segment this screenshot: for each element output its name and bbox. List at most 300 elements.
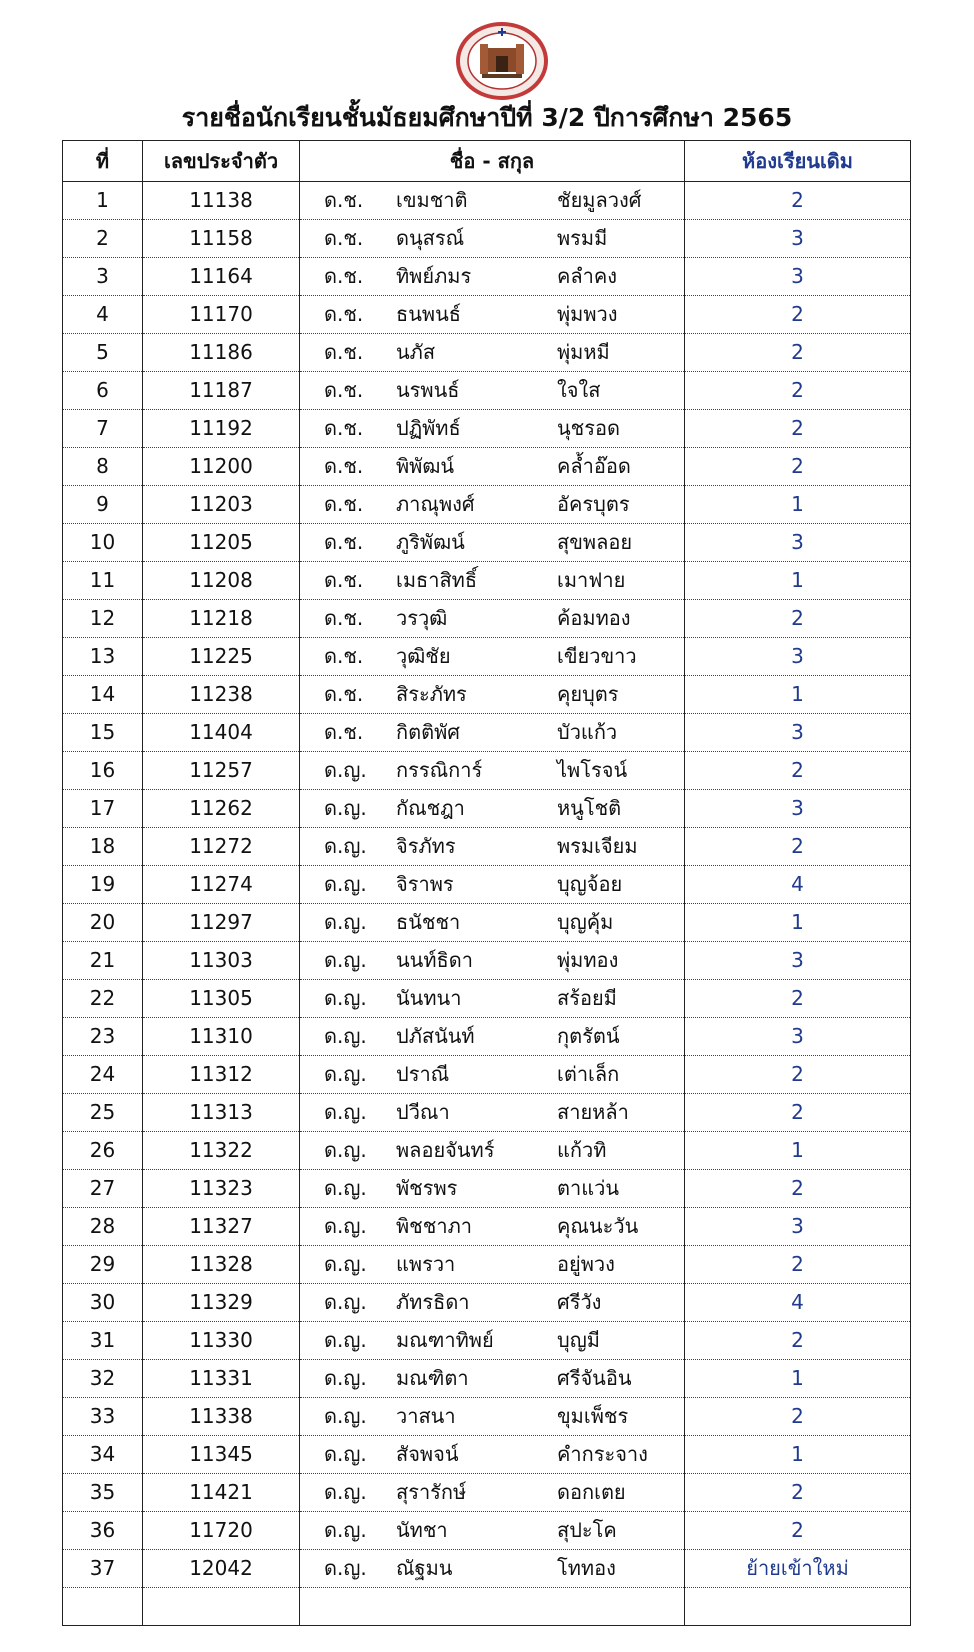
student-name-cell <box>300 638 685 676</box>
last-name: สายหล้า <box>557 1100 629 1124</box>
student-name-cell <box>300 1550 685 1588</box>
last-name: บัวแก้ว <box>557 720 618 744</box>
student-name-cell <box>300 410 685 448</box>
name-prefix: ด.ช. <box>324 606 364 630</box>
table-row <box>63 258 911 296</box>
student-name-cell <box>300 220 685 258</box>
last-name: บุญมี <box>557 1328 600 1352</box>
first-name: ดนุสรณ์ <box>396 226 465 250</box>
first-name: ภัทรธิดา <box>396 1290 470 1314</box>
row-number: 19 <box>63 866 143 904</box>
student-id: 11327 <box>143 1208 300 1246</box>
former-room: 2 <box>685 828 911 866</box>
row-number: 6 <box>63 372 143 410</box>
name-prefix: ด.ช. <box>324 226 364 250</box>
student-name-cell <box>300 524 685 562</box>
student-name-cell <box>300 296 685 334</box>
first-name: นรพนธ์ <box>396 378 460 402</box>
first-name: พิพัฒน์ <box>396 454 455 478</box>
former-room: 2 <box>685 372 911 410</box>
name-prefix: ด.ญ. <box>324 986 367 1010</box>
student-name-cell <box>300 980 685 1018</box>
student-id: 11274 <box>143 866 300 904</box>
table-row <box>63 1208 911 1246</box>
table-row <box>63 296 911 334</box>
name-prefix: ด.ช. <box>324 454 364 478</box>
name-prefix: ด.ญ. <box>324 1138 367 1162</box>
first-name: จิรภัทร <box>396 834 456 858</box>
former-room: 3 <box>685 1208 911 1246</box>
row-number: 23 <box>63 1018 143 1056</box>
last-name: พุ่มพวง <box>557 302 618 326</box>
last-name: โททอง <box>557 1556 616 1580</box>
former-room: 2 <box>685 410 911 448</box>
name-prefix: ด.ช. <box>324 378 364 402</box>
first-name: นันทนา <box>396 986 462 1010</box>
last-name: บุญคุ้ม <box>557 910 614 934</box>
former-room: 2 <box>685 448 911 486</box>
first-name: สัจพจน์ <box>396 1442 459 1466</box>
last-name: ขุมเพ็ชร <box>557 1404 629 1428</box>
table-row <box>63 1132 911 1170</box>
former-room: 1 <box>685 1360 911 1398</box>
row-number: 16 <box>63 752 143 790</box>
roster-body <box>63 182 911 1626</box>
name-prefix: ด.ญ. <box>324 796 367 820</box>
student-id: 12042 <box>143 1550 300 1588</box>
student-name-cell <box>300 1132 685 1170</box>
table-row <box>63 1360 911 1398</box>
row-number: 28 <box>63 1208 143 1246</box>
table-row <box>63 372 911 410</box>
student-name-cell <box>300 1512 685 1550</box>
last-name: พรมมี <box>557 226 608 250</box>
student-id: 11345 <box>143 1436 300 1474</box>
last-name: ชัยมูลวงศ์ <box>557 188 642 212</box>
student-name-cell <box>300 182 685 220</box>
student-id: 11305 <box>143 980 300 1018</box>
former-room: 2 <box>685 1512 911 1550</box>
row-number: 20 <box>63 904 143 942</box>
last-name: กุตรัตน์ <box>557 1024 620 1048</box>
name-prefix: ด.ช. <box>324 682 364 706</box>
former-room: 1 <box>685 676 911 714</box>
name-prefix: ด.ช. <box>324 568 364 592</box>
name-prefix: ด.ช. <box>324 644 364 668</box>
student-name-cell <box>300 1018 685 1056</box>
name-prefix: ด.ช. <box>324 492 364 516</box>
last-name: คุยบุตร <box>557 682 619 706</box>
student-id: 11262 <box>143 790 300 828</box>
last-name: ศรีวัง <box>557 1290 602 1314</box>
name-prefix: ด.ญ. <box>324 1442 367 1466</box>
student-id: 11310 <box>143 1018 300 1056</box>
table-row <box>63 1436 911 1474</box>
last-name: คลำคง <box>557 264 618 288</box>
former-room: 2 <box>685 1246 911 1284</box>
student-name-cell <box>300 1170 685 1208</box>
student-id: 11138 <box>143 182 300 220</box>
table-row <box>63 828 911 866</box>
table-row <box>63 1588 911 1626</box>
student-name-cell <box>300 258 685 296</box>
first-name: กิตติพัศ <box>396 720 460 744</box>
student-name-cell <box>300 1588 685 1626</box>
name-prefix: ด.ช. <box>324 530 364 554</box>
former-room: 3 <box>685 220 911 258</box>
former-room: 3 <box>685 790 911 828</box>
row-number: 31 <box>63 1322 143 1360</box>
student-id: 11312 <box>143 1056 300 1094</box>
row-number: 11 <box>63 562 143 600</box>
name-prefix: ด.ญ. <box>324 1480 367 1504</box>
student-name-cell <box>300 1056 685 1094</box>
student-name-cell <box>300 1284 685 1322</box>
table-row <box>63 600 911 638</box>
table-row <box>63 714 911 752</box>
first-name: จิราพร <box>396 872 454 896</box>
student-name-cell <box>300 676 685 714</box>
table-row <box>63 220 911 258</box>
former-room: 1 <box>685 1132 911 1170</box>
table-row <box>63 790 911 828</box>
student-name-cell <box>300 1094 685 1132</box>
name-prefix: ด.ช. <box>324 340 364 364</box>
name-prefix: ด.ญ. <box>324 1252 367 1276</box>
last-name: อยู่พวง <box>557 1252 615 1276</box>
first-name: สิระภัทร <box>396 682 467 706</box>
table-row <box>63 1284 911 1322</box>
last-name: สุปะโค <box>557 1518 617 1542</box>
last-name: สร้อยมี <box>557 986 617 1010</box>
row-number: 1 <box>63 182 143 220</box>
first-name: พลอยจันทร์ <box>396 1138 495 1162</box>
table-row <box>63 1322 911 1360</box>
former-room: 2 <box>685 1170 911 1208</box>
last-name: บุญจ้อย <box>557 872 623 896</box>
student-id: 11164 <box>143 258 300 296</box>
header-name: ชื่อ - สกุล <box>300 141 685 182</box>
last-name: ดอกเตย <box>557 1480 626 1504</box>
row-number <box>63 1588 143 1626</box>
table-row <box>63 942 911 980</box>
student-name-cell <box>300 600 685 638</box>
row-number: 29 <box>63 1246 143 1284</box>
former-room: 3 <box>685 942 911 980</box>
row-number: 15 <box>63 714 143 752</box>
former-room: 2 <box>685 1398 911 1436</box>
table-row <box>63 1550 911 1588</box>
student-id: 11192 <box>143 410 300 448</box>
student-id: 11187 <box>143 372 300 410</box>
former-room: 2 <box>685 1056 911 1094</box>
table-row <box>63 1018 911 1056</box>
former-room: 3 <box>685 258 911 296</box>
last-name: แก้วทิ <box>557 1138 607 1162</box>
former-room: 1 <box>685 904 911 942</box>
row-number: 8 <box>63 448 143 486</box>
last-name: อัครบุตร <box>557 492 630 516</box>
student-name-cell <box>300 1436 685 1474</box>
student-name-cell <box>300 866 685 904</box>
student-id: 11297 <box>143 904 300 942</box>
row-number: 18 <box>63 828 143 866</box>
student-id: 11218 <box>143 600 300 638</box>
first-name: นภัส <box>396 340 436 364</box>
last-name: พุ่มทอง <box>557 948 619 972</box>
student-id: 11272 <box>143 828 300 866</box>
last-name: หนูโชติ <box>557 796 622 820</box>
last-name: เมาฟาย <box>557 568 626 592</box>
former-room: 2 <box>685 334 911 372</box>
name-prefix: ด.ญ. <box>324 1518 367 1542</box>
table-row <box>63 1474 911 1512</box>
student-name-cell <box>300 752 685 790</box>
name-prefix: ด.ญ. <box>324 1328 367 1352</box>
first-name: ภูริพัฒน์ <box>396 530 465 554</box>
former-room: ย้ายเข้าใหม่ <box>685 1550 911 1588</box>
student-name-cell <box>300 1474 685 1512</box>
page-title: รายชื่อนักเรียนชั้นมัธยมศึกษาปีที่ 3/2 ปีการศึกษา 2565 <box>181 103 793 132</box>
first-name: ภาณุพงศ์ <box>396 492 475 516</box>
table-row <box>63 1512 911 1550</box>
first-name: ปภัสนันท์ <box>396 1024 475 1048</box>
former-room: 2 <box>685 980 911 1018</box>
first-name: ปราณี <box>396 1062 450 1086</box>
first-name: สุรารักษ์ <box>396 1480 467 1504</box>
name-prefix: ด.ช. <box>324 720 364 744</box>
row-number: 27 <box>63 1170 143 1208</box>
student-id: 11186 <box>143 334 300 372</box>
table-row <box>63 486 911 524</box>
row-number: 32 <box>63 1360 143 1398</box>
first-name: ณัฐมน <box>396 1556 453 1580</box>
first-name: กัณชฎา <box>396 796 465 820</box>
row-number: 3 <box>63 258 143 296</box>
row-number: 34 <box>63 1436 143 1474</box>
name-prefix: ด.ญ. <box>324 1556 367 1580</box>
student-id: 11404 <box>143 714 300 752</box>
table-row <box>63 980 911 1018</box>
former-room: 1 <box>685 486 911 524</box>
table-header-row <box>63 141 911 182</box>
student-id <box>143 1588 300 1626</box>
school-logo <box>456 22 548 100</box>
name-prefix: ด.ญ. <box>324 1176 367 1200</box>
row-number: 24 <box>63 1056 143 1094</box>
name-prefix: ด.ญ. <box>324 1290 367 1314</box>
first-name: ปฏิพัทธ์ <box>396 416 461 440</box>
last-name: คล้ำอ๊อด <box>557 454 631 478</box>
table-row <box>63 410 911 448</box>
former-room: 3 <box>685 524 911 562</box>
row-number: 10 <box>63 524 143 562</box>
name-prefix: ด.ช. <box>324 302 364 326</box>
last-name: คำกระจาง <box>557 1442 648 1466</box>
name-prefix: ด.ช. <box>324 188 364 212</box>
last-name: สุขพลอย <box>557 530 633 554</box>
row-number: 25 <box>63 1094 143 1132</box>
last-name: เขียวขาว <box>557 644 637 668</box>
first-name: วุฒิชัย <box>396 644 451 668</box>
student-roster-table <box>62 140 911 1626</box>
last-name: ศรีจันอิน <box>557 1366 632 1390</box>
table-row <box>63 182 911 220</box>
last-name: ตาแว่น <box>557 1176 620 1200</box>
student-id: 11238 <box>143 676 300 714</box>
former-room: 2 <box>685 182 911 220</box>
header-no: ที่ <box>63 141 143 182</box>
student-name-cell <box>300 1398 685 1436</box>
first-name: มณฑิตา <box>396 1366 469 1390</box>
student-name-cell <box>300 486 685 524</box>
last-name: พุ่มหมี <box>557 340 610 364</box>
former-room: 3 <box>685 1018 911 1056</box>
last-name: เต่าเล็ก <box>557 1062 620 1086</box>
student-name-cell <box>300 790 685 828</box>
first-name: ธนัชชา <box>396 910 461 934</box>
table-row <box>63 1246 911 1284</box>
row-number: 7 <box>63 410 143 448</box>
name-prefix: ด.ช. <box>324 416 364 440</box>
row-number: 22 <box>63 980 143 1018</box>
student-id: 11330 <box>143 1322 300 1360</box>
student-id: 11328 <box>143 1246 300 1284</box>
student-id: 11421 <box>143 1474 300 1512</box>
last-name: ไพโรจน์ <box>557 758 628 782</box>
student-name-cell <box>300 1208 685 1246</box>
name-prefix: ด.ญ. <box>324 1024 367 1048</box>
last-name: คุณนะวัน <box>557 1214 639 1238</box>
table-row <box>63 1094 911 1132</box>
former-room: 2 <box>685 1474 911 1512</box>
student-name-cell <box>300 562 685 600</box>
table-row <box>63 1056 911 1094</box>
student-id: 11329 <box>143 1284 300 1322</box>
first-name: นัทชา <box>396 1518 448 1542</box>
table-row <box>63 1398 911 1436</box>
last-name: ค้อมทอง <box>557 606 631 630</box>
student-id: 11331 <box>143 1360 300 1398</box>
first-name: เมธาสิทธิ์ <box>396 568 478 592</box>
first-name: พัชรพร <box>396 1176 458 1200</box>
former-room: 3 <box>685 638 911 676</box>
student-id: 11205 <box>143 524 300 562</box>
row-number: 36 <box>63 1512 143 1550</box>
student-id: 11323 <box>143 1170 300 1208</box>
former-room: 2 <box>685 1094 911 1132</box>
name-prefix: ด.ญ. <box>324 910 367 934</box>
table-row <box>63 638 911 676</box>
former-room: 2 <box>685 1322 911 1360</box>
former-room: 3 <box>685 714 911 752</box>
former-room: 2 <box>685 752 911 790</box>
student-id: 11720 <box>143 1512 300 1550</box>
name-prefix: ด.ญ. <box>324 948 367 972</box>
first-name: วรวุฒิ <box>396 606 448 630</box>
first-name: มณฑาทิพย์ <box>396 1328 494 1352</box>
name-prefix: ด.ญ. <box>324 1366 367 1390</box>
student-name-cell <box>300 904 685 942</box>
student-id: 11203 <box>143 486 300 524</box>
row-number: 5 <box>63 334 143 372</box>
first-name: พิชชาภา <box>396 1214 472 1238</box>
last-name: พรมเจียม <box>557 834 638 858</box>
table-row <box>63 448 911 486</box>
name-prefix: ด.ช. <box>324 264 364 288</box>
student-id: 11338 <box>143 1398 300 1436</box>
student-name-cell <box>300 372 685 410</box>
former-room: 2 <box>685 296 911 334</box>
student-name-cell <box>300 828 685 866</box>
first-name: เขมชาติ <box>396 188 468 212</box>
row-number: 14 <box>63 676 143 714</box>
student-id: 11158 <box>143 220 300 258</box>
student-id: 11313 <box>143 1094 300 1132</box>
row-number: 9 <box>63 486 143 524</box>
name-prefix: ด.ญ. <box>324 1214 367 1238</box>
student-name-cell <box>300 714 685 752</box>
last-name: ใจใส <box>557 378 601 402</box>
student-id: 11322 <box>143 1132 300 1170</box>
row-number: 17 <box>63 790 143 828</box>
table-row <box>63 866 911 904</box>
former-room: 1 <box>685 1436 911 1474</box>
row-number: 33 <box>63 1398 143 1436</box>
row-number: 37 <box>63 1550 143 1588</box>
name-prefix: ด.ญ. <box>324 834 367 858</box>
former-room: 4 <box>685 866 911 904</box>
student-id: 11225 <box>143 638 300 676</box>
first-name: นนท์ธิดา <box>396 948 473 972</box>
first-name: แพรวา <box>396 1252 456 1276</box>
row-number: 35 <box>63 1474 143 1512</box>
row-number: 2 <box>63 220 143 258</box>
student-id: 11257 <box>143 752 300 790</box>
first-name: ทิพย์ภมร <box>396 264 472 288</box>
student-id: 11200 <box>143 448 300 486</box>
student-name-cell <box>300 1360 685 1398</box>
row-number: 21 <box>63 942 143 980</box>
table-row <box>63 752 911 790</box>
row-number: 26 <box>63 1132 143 1170</box>
header-student-id: เลขประจำตัว <box>143 141 300 182</box>
name-prefix: ด.ญ. <box>324 758 367 782</box>
student-name-cell <box>300 942 685 980</box>
row-number: 30 <box>63 1284 143 1322</box>
name-prefix: ด.ญ. <box>324 872 367 896</box>
first-name: ธนพนธ์ <box>396 302 461 326</box>
former-room: 2 <box>685 600 911 638</box>
student-id: 11170 <box>143 296 300 334</box>
name-prefix: ด.ญ. <box>324 1404 367 1428</box>
row-number: 4 <box>63 296 143 334</box>
last-name: นุชรอด <box>557 416 620 440</box>
former-room: 4 <box>685 1284 911 1322</box>
student-name-cell <box>300 1322 685 1360</box>
row-number: 12 <box>63 600 143 638</box>
name-prefix: ด.ญ. <box>324 1100 367 1124</box>
table-row <box>63 524 911 562</box>
former-room <box>685 1588 911 1626</box>
student-id: 11303 <box>143 942 300 980</box>
first-name: กรรณิการ์ <box>396 758 483 782</box>
header-former-room: ห้องเรียนเดิม <box>685 141 911 182</box>
student-id: 11208 <box>143 562 300 600</box>
student-name-cell <box>300 334 685 372</box>
first-name: วาสนา <box>396 1404 456 1428</box>
table-row <box>63 676 911 714</box>
